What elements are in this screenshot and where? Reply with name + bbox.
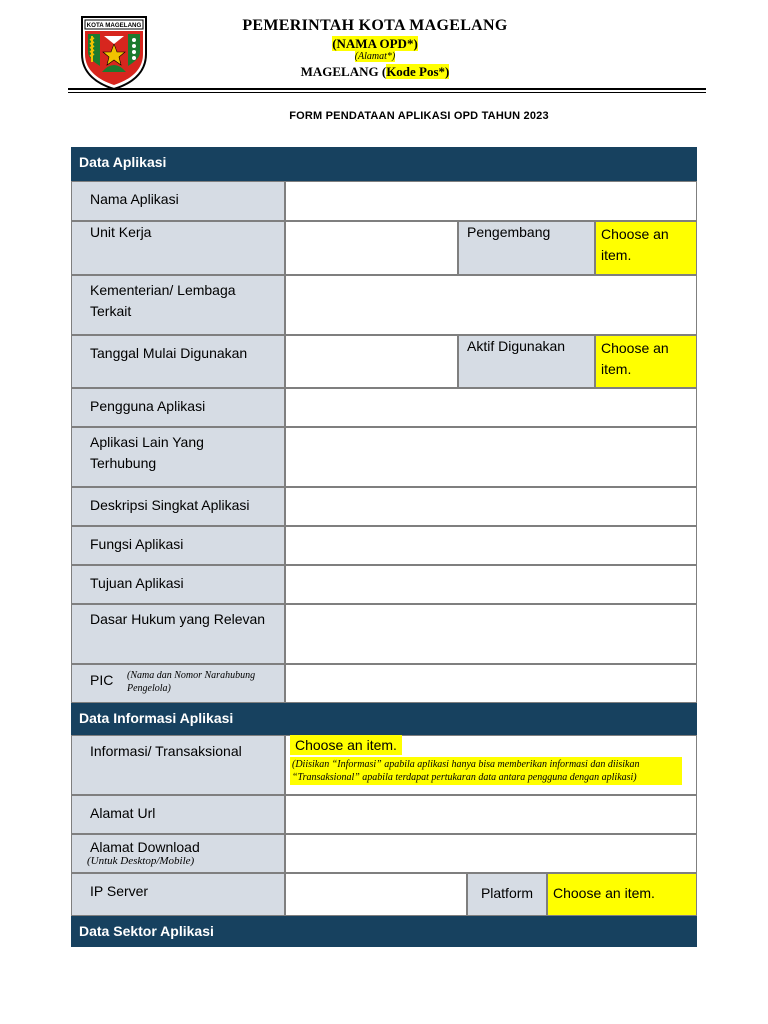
opd-name: [200, 36, 550, 52]
section-data-sektor: Data Sektor Aplikasi: [71, 916, 697, 947]
form-table: [71, 147, 697, 947]
input-dasar-hukum[interactable]: [285, 604, 697, 664]
input-ip-server[interactable]: [285, 873, 467, 916]
select-aktif-digunakan[interactable]: Choose an item.: [595, 335, 697, 388]
input-alamat-download[interactable]: [285, 834, 697, 873]
opd-name-text: (NAMA OPD*): [332, 36, 418, 51]
label-platform: Platform: [467, 873, 547, 916]
informasi-note: (Diisikan “Informasi” apabila aplikasi hanya bisa memberikan informasi dan diisikan “Transaksional” apabila terdapat pertukaran data antara pengguna dengan aplikasi): [290, 757, 682, 785]
pic-note: (Nama dan Nomor Narahubung Pengelola): [127, 670, 256, 694]
label-pengembang: Pengembang: [458, 221, 595, 275]
pic-label: PIC: [90, 672, 114, 688]
label-alamat-url: Alamat Url: [71, 795, 285, 834]
select-platform[interactable]: Choose an item.: [547, 873, 697, 916]
input-pic[interactable]: [285, 664, 697, 703]
label-kementerian: Kementerian/ Lembaga Terkait: [71, 275, 285, 335]
form-title: FORM PENDATAAN APLIKASI OPD TAHUN 2023: [289, 110, 549, 122]
header-rule-thick: [68, 88, 706, 90]
label-unit-kerja: Unit Kerja: [71, 221, 285, 275]
select-informasi[interactable]: [290, 737, 692, 755]
input-aplikasi-lain[interactable]: [285, 427, 697, 487]
label-aktif-digunakan: Aktif Digunakan: [458, 335, 595, 388]
label-nama-aplikasi: Nama Aplikasi: [71, 181, 285, 221]
informasi-cell: [285, 735, 697, 795]
input-alamat-url[interactable]: [285, 795, 697, 834]
select-pengembang[interactable]: Choose an item.: [595, 221, 697, 275]
section-data-informasi: Data Informasi Aplikasi: [71, 703, 697, 735]
label-tujuan-aplikasi: Tujuan Aplikasi: [71, 565, 285, 604]
label-alamat-download: [71, 834, 285, 873]
kota-line: [200, 64, 550, 80]
label-aplikasi-lain: Aplikasi Lain Yang Terhubung: [71, 427, 285, 487]
alamat: [200, 51, 550, 62]
input-unit-kerja[interactable]: [285, 221, 458, 275]
label-pic: [71, 664, 285, 703]
select-informasi-text[interactable]: Choose an item.: [290, 735, 402, 755]
org-name: PEMERINTAH KOTA MAGELANG: [242, 17, 508, 34]
alamat-download-note: (Untuk Desktop/Mobile): [87, 855, 195, 867]
kota-prefix: MAGELANG (: [300, 64, 387, 79]
input-pengguna-aplikasi[interactable]: [285, 388, 697, 427]
label-dasar-hukum: Dasar Hukum yang Relevan: [71, 604, 285, 664]
kota-magelang-logo: [78, 14, 150, 90]
input-deskripsi-singkat[interactable]: [285, 487, 697, 526]
label-deskripsi-singkat: Deskripsi Singkat Aplikasi: [71, 487, 285, 526]
label-informasi-transaksional: Informasi/ Transaksional: [71, 735, 285, 795]
label-tanggal-mulai: Tanggal Mulai Digunakan: [71, 335, 285, 388]
label-pengguna-aplikasi: Pengguna Aplikasi: [71, 388, 285, 427]
header-rule-thin: [68, 92, 706, 93]
label-fungsi-aplikasi: Fungsi Aplikasi: [71, 526, 285, 565]
logo-text: KOTA MAGELANG: [86, 22, 142, 29]
label-ip-server: IP Server: [71, 873, 285, 916]
alamat-text: (Alamat*): [354, 51, 396, 62]
input-fungsi-aplikasi[interactable]: [285, 526, 697, 565]
alamat-download-label: Alamat Download: [90, 839, 200, 855]
section-data-aplikasi: Data Aplikasi: [71, 147, 697, 181]
input-nama-aplikasi[interactable]: [285, 181, 697, 221]
input-tanggal-mulai[interactable]: [285, 335, 458, 388]
kode-pos: Kode Pos*): [386, 64, 450, 79]
input-tujuan-aplikasi[interactable]: [285, 565, 697, 604]
input-kementerian[interactable]: [285, 275, 697, 335]
